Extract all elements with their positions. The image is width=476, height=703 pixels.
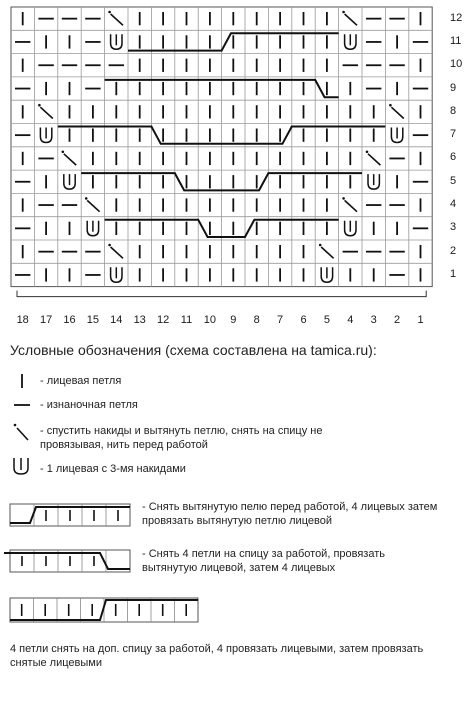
column-number: 8 xyxy=(253,314,260,326)
column-number: 11 xyxy=(180,314,193,326)
drop-yarnover-dot xyxy=(38,104,41,107)
drop-yarnover-dot xyxy=(389,104,392,107)
column-number: 5 xyxy=(323,314,330,326)
column-number: 15 xyxy=(86,314,100,326)
row-number: 4 xyxy=(450,198,457,211)
column-number: 10 xyxy=(203,314,217,326)
drop-yarnover-symbol xyxy=(111,247,123,258)
row-number: 3 xyxy=(450,221,457,234)
row-number: 10 xyxy=(450,58,463,71)
drop-yarnover-symbol xyxy=(40,107,52,118)
column-number: 1 xyxy=(417,314,424,326)
row-number: 6 xyxy=(450,151,457,164)
legend-drop-yarnovers-label: - спустить накиды и вытянуть петлю, снять на спицу не провязывая, нить перед работой xyxy=(40,425,323,451)
drop-yarnover-dot xyxy=(108,244,111,247)
drop-yarnover-symbol xyxy=(111,14,123,25)
drop-yarnover-dot xyxy=(108,11,111,14)
row-number: 2 xyxy=(450,244,457,257)
legend-drop-yarnover-dot xyxy=(14,424,17,427)
row-number: 1 xyxy=(450,267,457,280)
legend-knit-triple-wrap-label: - 1 лицевая с 3-мя накидами xyxy=(40,463,186,475)
column-number: 12 xyxy=(156,314,170,326)
column-number: 2 xyxy=(394,314,401,326)
drop-yarnover-symbol xyxy=(345,14,357,25)
legend-cable-front-label: - Снять вытянутую пелю перед работой, 4 лицевых затем провязать вытянутую петлю лицевой xyxy=(142,501,438,527)
column-number: 18 xyxy=(16,314,29,326)
drop-yarnover-symbol xyxy=(64,154,76,165)
drop-yarnover-symbol xyxy=(391,107,403,118)
legend-4x4-cable-label: 4 петли снять на доп. спицу за работой, 4 провязать лицевыми, затем провязать снятые лицевыми xyxy=(10,643,424,669)
drop-yarnover-dot xyxy=(319,244,322,247)
legend-title: Условные обозначения (схема составлена на tamica.ru): xyxy=(10,342,377,358)
drop-yarnover-dot xyxy=(342,11,345,14)
legend-drop-yarnover-symbol xyxy=(17,428,28,440)
column-number: 9 xyxy=(230,314,237,326)
column-number: 3 xyxy=(370,314,377,326)
legend-cable-back-label: - Снять 4 петли на спицу за работой, провязать вытянутую лицевой, затем 4 лицевых xyxy=(142,548,385,574)
row-number: 11 xyxy=(450,34,462,47)
row-number: 12 xyxy=(450,11,463,24)
column-number: 16 xyxy=(63,314,76,326)
repeat-bracket xyxy=(17,291,426,297)
legend-knit-label: - лицевая петля xyxy=(40,375,122,387)
drop-yarnover-dot xyxy=(366,151,369,154)
column-number: 4 xyxy=(347,314,354,326)
row-number: 7 xyxy=(450,128,457,141)
drop-yarnover-dot xyxy=(342,197,345,200)
drop-yarnover-dot xyxy=(62,151,65,154)
row-number: 9 xyxy=(450,81,457,94)
column-number: 13 xyxy=(133,314,146,326)
row-number: 5 xyxy=(450,174,457,187)
row-number: 8 xyxy=(450,104,457,117)
column-number: 6 xyxy=(300,314,307,326)
drop-yarnover-symbol xyxy=(321,247,333,258)
cable-crossing-bar xyxy=(4,553,130,569)
legend-purl-label: - изнаночная петля xyxy=(40,399,138,411)
column-number: 17 xyxy=(39,314,53,326)
column-number: 14 xyxy=(110,314,123,326)
drop-yarnover-symbol xyxy=(345,200,357,211)
drop-yarnover-symbol xyxy=(87,200,99,211)
drop-yarnover-dot xyxy=(85,197,88,200)
drop-yarnover-symbol xyxy=(368,154,380,165)
column-number: 7 xyxy=(277,314,284,326)
